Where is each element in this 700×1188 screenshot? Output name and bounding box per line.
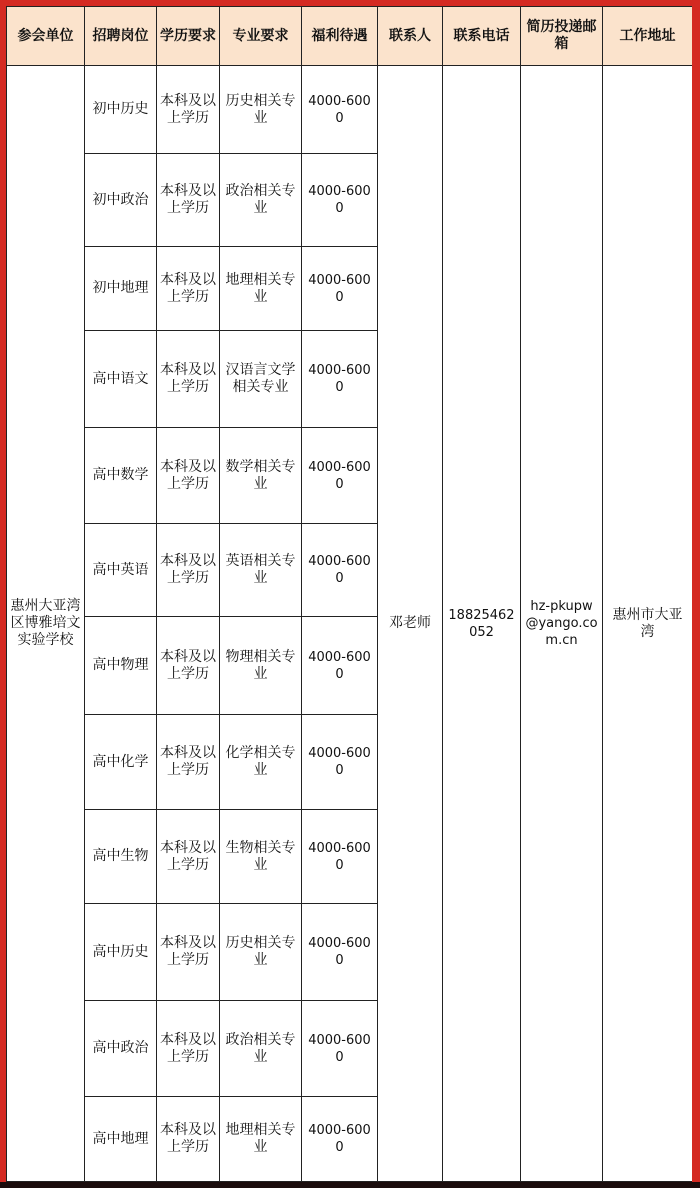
major-cell: 地理相关专业 xyxy=(220,1097,302,1182)
salary-cell: 4000-6000 xyxy=(302,715,378,810)
major-cell: 政治相关专业 xyxy=(220,1000,302,1097)
major-cell: 英语相关专业 xyxy=(220,524,302,616)
recruitment-sheet xyxy=(6,6,692,1182)
education-cell: 本科及以上学历 xyxy=(157,427,220,524)
education-cell: 本科及以上学历 xyxy=(157,809,220,904)
position-cell: 高中语文 xyxy=(85,331,157,428)
unit-cell: 惠州大亚湾区博雅培文实验学校 xyxy=(7,66,85,1182)
education-cell: 本科及以上学历 xyxy=(157,66,220,154)
header-education: 学历要求 xyxy=(157,7,220,66)
position-cell: 高中英语 xyxy=(85,524,157,616)
header-unit: 参会单位 xyxy=(7,7,85,66)
education-cell: 本科及以上学历 xyxy=(157,904,220,1001)
phone-cell: 18825462052 xyxy=(443,66,521,1182)
header-phone: 联系电话 xyxy=(443,7,521,66)
salary-cell: 4000-6000 xyxy=(302,427,378,524)
salary-cell: 4000-6000 xyxy=(302,1097,378,1182)
position-cell: 初中政治 xyxy=(85,154,157,246)
major-cell: 历史相关专业 xyxy=(220,66,302,154)
salary-cell: 4000-6000 xyxy=(302,616,378,715)
major-cell: 汉语言文学相关专业 xyxy=(220,331,302,428)
salary-cell: 4000-6000 xyxy=(302,809,378,904)
position-cell: 初中地理 xyxy=(85,246,157,330)
major-cell: 政治相关专业 xyxy=(220,154,302,246)
salary-cell: 4000-6000 xyxy=(302,154,378,246)
position-cell: 高中政治 xyxy=(85,1000,157,1097)
header-salary: 福利待遇 xyxy=(302,7,378,66)
major-cell: 地理相关专业 xyxy=(220,246,302,330)
major-cell: 生物相关专业 xyxy=(220,809,302,904)
salary-cell: 4000-6000 xyxy=(302,524,378,616)
education-cell: 本科及以上学历 xyxy=(157,331,220,428)
header-contact: 联系人 xyxy=(378,7,443,66)
header-major: 专业要求 xyxy=(220,7,302,66)
salary-cell: 4000-6000 xyxy=(302,904,378,1001)
education-cell: 本科及以上学历 xyxy=(157,616,220,715)
education-cell: 本科及以上学历 xyxy=(157,154,220,246)
major-cell: 物理相关专业 xyxy=(220,616,302,715)
education-cell: 本科及以上学历 xyxy=(157,246,220,330)
salary-cell: 4000-6000 xyxy=(302,1000,378,1097)
position-cell: 初中历史 xyxy=(85,66,157,154)
salary-cell: 4000-6000 xyxy=(302,331,378,428)
header-position: 招聘岗位 xyxy=(85,7,157,66)
header-email: 简历投递邮箱 xyxy=(521,7,603,66)
major-cell: 数学相关专业 xyxy=(220,427,302,524)
contact-cell: 邓老师 xyxy=(378,66,443,1182)
header-row xyxy=(7,7,693,66)
address-cell: 惠州市大亚湾 xyxy=(603,66,693,1182)
major-cell: 化学相关专业 xyxy=(220,715,302,810)
table-row xyxy=(7,66,693,154)
position-cell: 高中数学 xyxy=(85,427,157,524)
education-cell: 本科及以上学历 xyxy=(157,524,220,616)
position-cell: 高中生物 xyxy=(85,809,157,904)
salary-cell: 4000-6000 xyxy=(302,66,378,154)
position-cell: 高中历史 xyxy=(85,904,157,1001)
education-cell: 本科及以上学历 xyxy=(157,1000,220,1097)
position-cell: 高中物理 xyxy=(85,616,157,715)
education-cell: 本科及以上学历 xyxy=(157,715,220,810)
major-cell: 历史相关专业 xyxy=(220,904,302,1001)
email-cell: hz-pkupw@yango.com.cn xyxy=(521,66,603,1182)
position-cell: 高中化学 xyxy=(85,715,157,810)
position-cell: 高中地理 xyxy=(85,1097,157,1182)
education-cell: 本科及以上学历 xyxy=(157,1097,220,1182)
header-address: 工作地址 xyxy=(603,7,693,66)
salary-cell: 4000-6000 xyxy=(302,246,378,330)
recruitment-table xyxy=(6,6,692,1182)
